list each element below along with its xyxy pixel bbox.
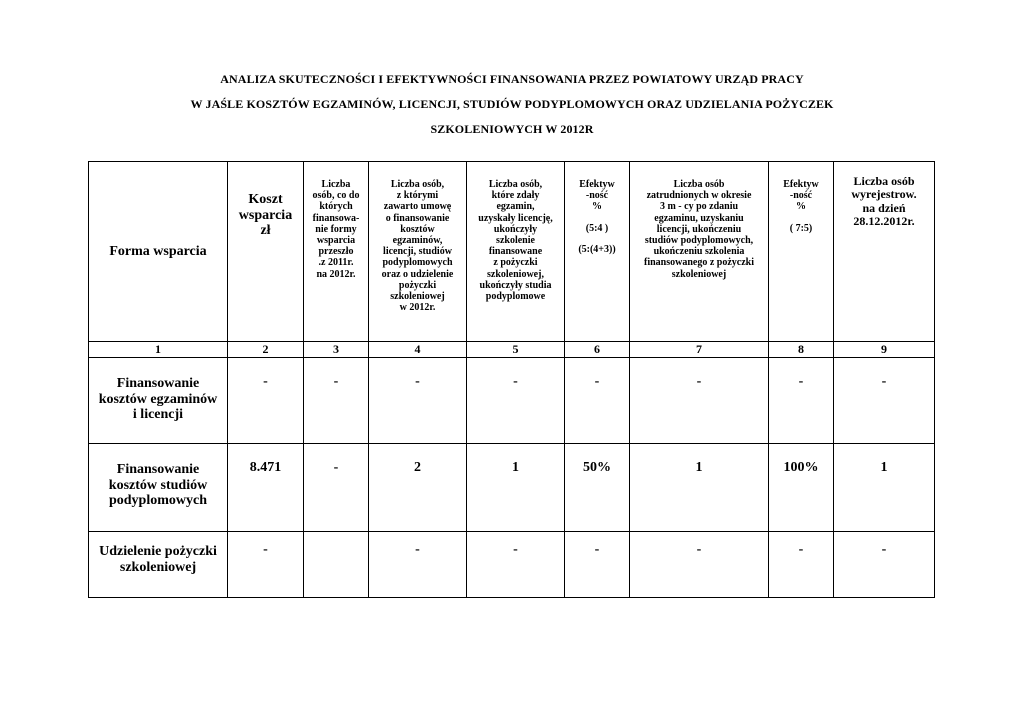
cell-efektywnosc-1: - [565, 532, 630, 598]
analysis-table [88, 161, 935, 598]
header-row [89, 162, 935, 342]
column-number: 9 [834, 342, 935, 358]
cell-przeszlo [304, 532, 369, 598]
header-efektywnosc-2: Efektyw -ność % ( 7:5) [769, 162, 834, 342]
cell-przeszlo: - [304, 444, 369, 532]
header-forma-wsparcia: Forma wsparcia [89, 162, 228, 342]
cell-efektywnosc-1: - [565, 358, 630, 444]
header-liczba-wyrejestrowanych: Liczba osób wyrejestrow. na dzień 28.12.2012r. [834, 162, 935, 342]
column-number: 6 [565, 342, 630, 358]
column-number: 2 [228, 342, 304, 358]
cell-umowa: - [369, 358, 467, 444]
cell-efektywnosc-2: 100% [769, 444, 834, 532]
column-number: 8 [769, 342, 834, 358]
column-number: 7 [630, 342, 769, 358]
header-liczba-osob-zdaly: Liczba osób, które zdały egzamin, uzyskały licencję, ukończyły szkolenie finansowane z pożyczki szkoleniowej, ukończyły studia podyplomowe [467, 162, 565, 342]
cell-zatrudnionych: 1 [630, 444, 769, 532]
cell-umowa: - [369, 532, 467, 598]
cell-koszt: 8.471 [228, 444, 304, 532]
cell-koszt: - [228, 358, 304, 444]
formula-efektywnosc-1b: (5:(4+3)) [578, 243, 616, 255]
cell-efektywnosc-1: 50% [565, 444, 630, 532]
row-label: Udzielenie pożyczki szkoleniowej [89, 532, 228, 598]
row-label: Finansowanie kosztów studiów podyplomowych [89, 444, 228, 532]
report-title-line-1: ANALIZA SKUTECZNOŚCI I EFEKTYWNOŚCI FINANSOWANIA PRZEZ POWIATOWY URZĄD PRACY [220, 72, 804, 86]
column-number: 4 [369, 342, 467, 358]
table-row-pozyczka [89, 532, 935, 598]
cell-koszt: - [228, 532, 304, 598]
cell-zdaly: - [467, 532, 565, 598]
table-row-egzaminy [89, 358, 935, 444]
column-number: 3 [304, 342, 369, 358]
report-title-line-2: W JAŚLE KOSZTÓW EGZAMINÓW, LICENCJI, STUDIÓW PODYPLOMOWYCH ORAZ UDZIELANIA POŻYCZEK [190, 97, 834, 111]
cell-umowa: 2 [369, 444, 467, 532]
table-row-studia [89, 444, 935, 532]
formula-efektywnosc-1: (5:4 ) [585, 222, 609, 234]
cell-zdaly: - [467, 358, 565, 444]
cell-zdaly: 1 [467, 444, 565, 532]
report-title-line-3: SZKOLENIOWYCH W 2012R [430, 122, 594, 136]
header-koszt-wsparcia: Koszt wsparcia zł [228, 162, 304, 342]
column-number: 1 [89, 342, 228, 358]
cell-wyrejestrowanych: 1 [834, 444, 935, 532]
cell-efektywnosc-2: - [769, 532, 834, 598]
header-liczba-zatrudnionych: Liczba osób zatrudnionych w okresie 3 m - cy po zdaniu egzaminu, uzyskaniu licencji, ukończeniu studiów podyplomowych, ukończeniu szkolenia finansowanego z pożyczki szkoleniowej [630, 162, 769, 342]
header-liczba-osob-przeszlo: Liczba osób, co do których finansowa- nie formy wsparcia przeszło .z 2011r. na 2012r. [304, 162, 369, 342]
cell-zatrudnionych: - [630, 358, 769, 444]
column-number-row [89, 342, 935, 358]
cell-zatrudnionych: - [630, 532, 769, 598]
formula-efektywnosc-2: ( 7:5) [789, 222, 813, 234]
column-number: 5 [467, 342, 565, 358]
row-label: Finansowanie kosztów egzaminów i licencji [89, 358, 228, 444]
header-liczba-osob-umowa: Liczba osób, z którymi zawarto umowę o finansowanie kosztów egzaminów, licencji, studiów podyplomowych oraz o udzielenie pożyczki szkoleniowej w 2012r. [369, 162, 467, 342]
cell-efektywnosc-2: - [769, 358, 834, 444]
header-efektywnosc-1: Efektyw -ność % (5:4 ) (5:(4+3)) [565, 162, 630, 342]
cell-przeszlo: - [304, 358, 369, 444]
cell-wyrejestrowanych: - [834, 532, 935, 598]
cell-wyrejestrowanych: - [834, 358, 935, 444]
